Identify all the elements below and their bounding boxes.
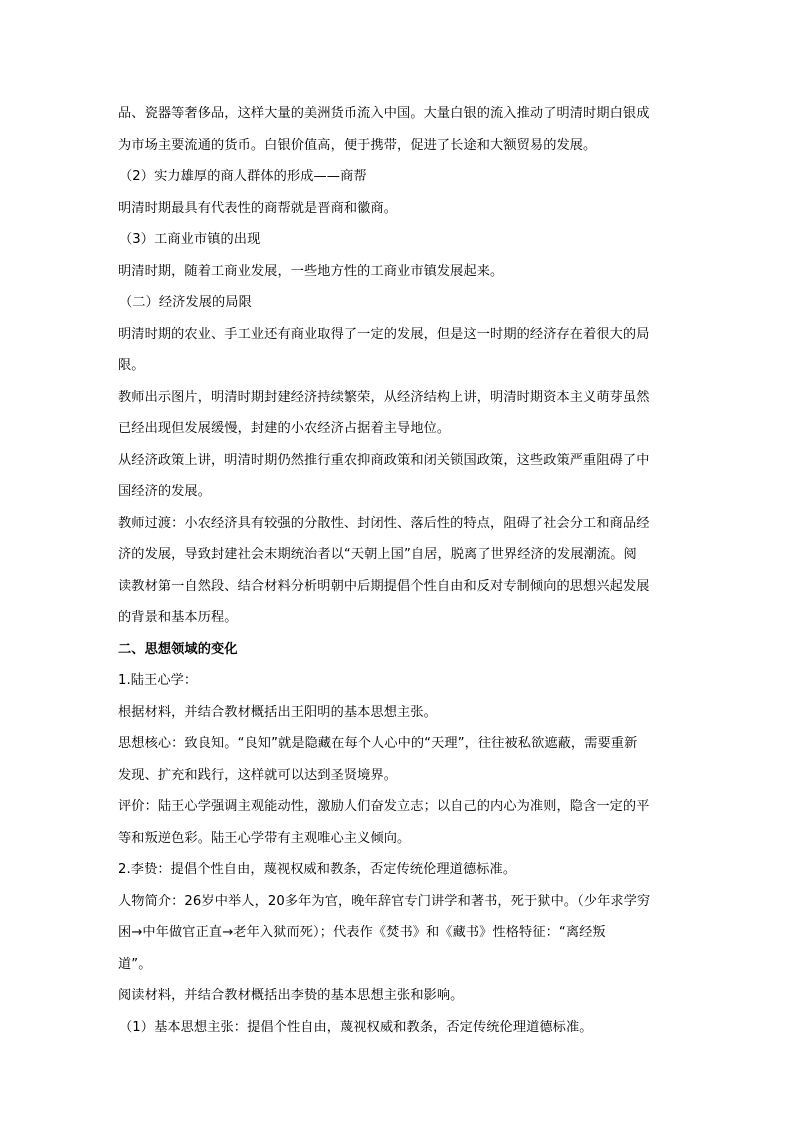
section-heading: 二、思想领域的变化 <box>118 641 238 657</box>
paragraph-line: 根据材料，并结合教材概括出王阳明的基本思想主张。 <box>118 704 437 720</box>
paragraph-line: 明清时期，随着工商业发展，一些地方性的工商业市镇发展起来。 <box>118 263 504 279</box>
paragraph-line: 济的发展，导致封建社会末期统治者以“天朝上国”自居，脱离了世界经济的发展潮流。阅 <box>118 547 637 562</box>
paragraph-line: 等和叛逆色彩。陆王心学带有主观唯心主义倾向。 <box>118 830 411 846</box>
subheading: （2）实力雄厚的商人群体的形成——商帮 <box>119 169 367 184</box>
paragraph-line: 明清时期最具有代表性的商帮就是晋商和徽商。 <box>118 200 398 216</box>
paragraph-line: 道”。 <box>118 956 152 972</box>
paragraph-line: 限。 <box>118 358 145 373</box>
paragraph-line: 明清时期的农业、手工业还有商业取得了一定的发展，但是这一时期的经济存在着很大的局 <box>118 326 650 342</box>
subheading: （1）基本思想主张：提倡个性自由，蔑视权威和教条，否定传统伦理道德标准。 <box>119 1019 593 1035</box>
subheading: （3）工商业市镇的出现 <box>119 232 261 247</box>
paragraph-line: 教师过渡：小农经济具有较强的分散性、封闭性、落后性的特点，阻碍了社会分工和商品经 <box>118 515 650 531</box>
paragraph-line: 评价：陆王心学强调主观能动性，激励人们奋发立志；以自己的内心为准则，隐含一定的平 <box>118 799 650 814</box>
paragraph-line: 国经济的发展。 <box>118 484 212 499</box>
paragraph-line: 教师出示图片，明清时期封建经济持续繁荣，从经济结构上讲，明清时期资本主义萌芽虽然 <box>118 389 650 405</box>
paragraph-line: 为市场主要流通的货币。白银价值高，便于携带，促进了长途和大额贸易的发展。 <box>118 137 597 153</box>
paragraph-line: 思想核心：致良知。“良知”就是隐藏在每个人心中的“天理”，往往被私欲遮蔽，需要重新 <box>118 736 638 751</box>
subheading: 1.陆王心学： <box>118 673 198 688</box>
paragraph-line: 发现、扩充和践行，这样就可以达到圣贤境界。 <box>118 767 398 783</box>
paragraph-line: 品、瓷器等奢侈品，这样大量的美洲货币流入中国。大量白银的流入推动了明清时期白银成 <box>118 106 650 121</box>
paragraph-line: 的背景和基本历程。 <box>118 610 238 625</box>
paragraph-line: 已经出现但发展缓慢，封建的小农经济占据着主导地位。 <box>118 421 451 436</box>
document-body <box>118 98 678 1043</box>
paragraph-line: 阅读材料，并结合教材概括出李贽的基本思想主张和影响。 <box>118 988 464 1003</box>
subheading: 2.李贽：提倡个性自由，蔑视权威和教条，否定传统伦理道德标准。 <box>118 862 517 877</box>
paragraph-line: 困→中年做官正直→老年入狱而死）；代表作《焚书》和《藏书》性格特征：“离经叛 <box>118 925 606 940</box>
paragraph-line: 读教材第一自然段、结合材料分析明朝中后期提倡个性自由和反对专制倾向的思想兴起发展 <box>118 578 650 594</box>
paragraph-line: 人物简介：26岁中举人，20多年为官，晚年辞官专门讲学和著书，死于狱中。（少年求学穷 <box>118 893 651 909</box>
subheading: （二）经济发展的局限 <box>119 295 252 310</box>
paragraph-line: 从经济政策上讲，明清时期仍然推行重农抑商政策和闭关锁国政策，这些政策严重阻碍了中 <box>118 452 650 468</box>
